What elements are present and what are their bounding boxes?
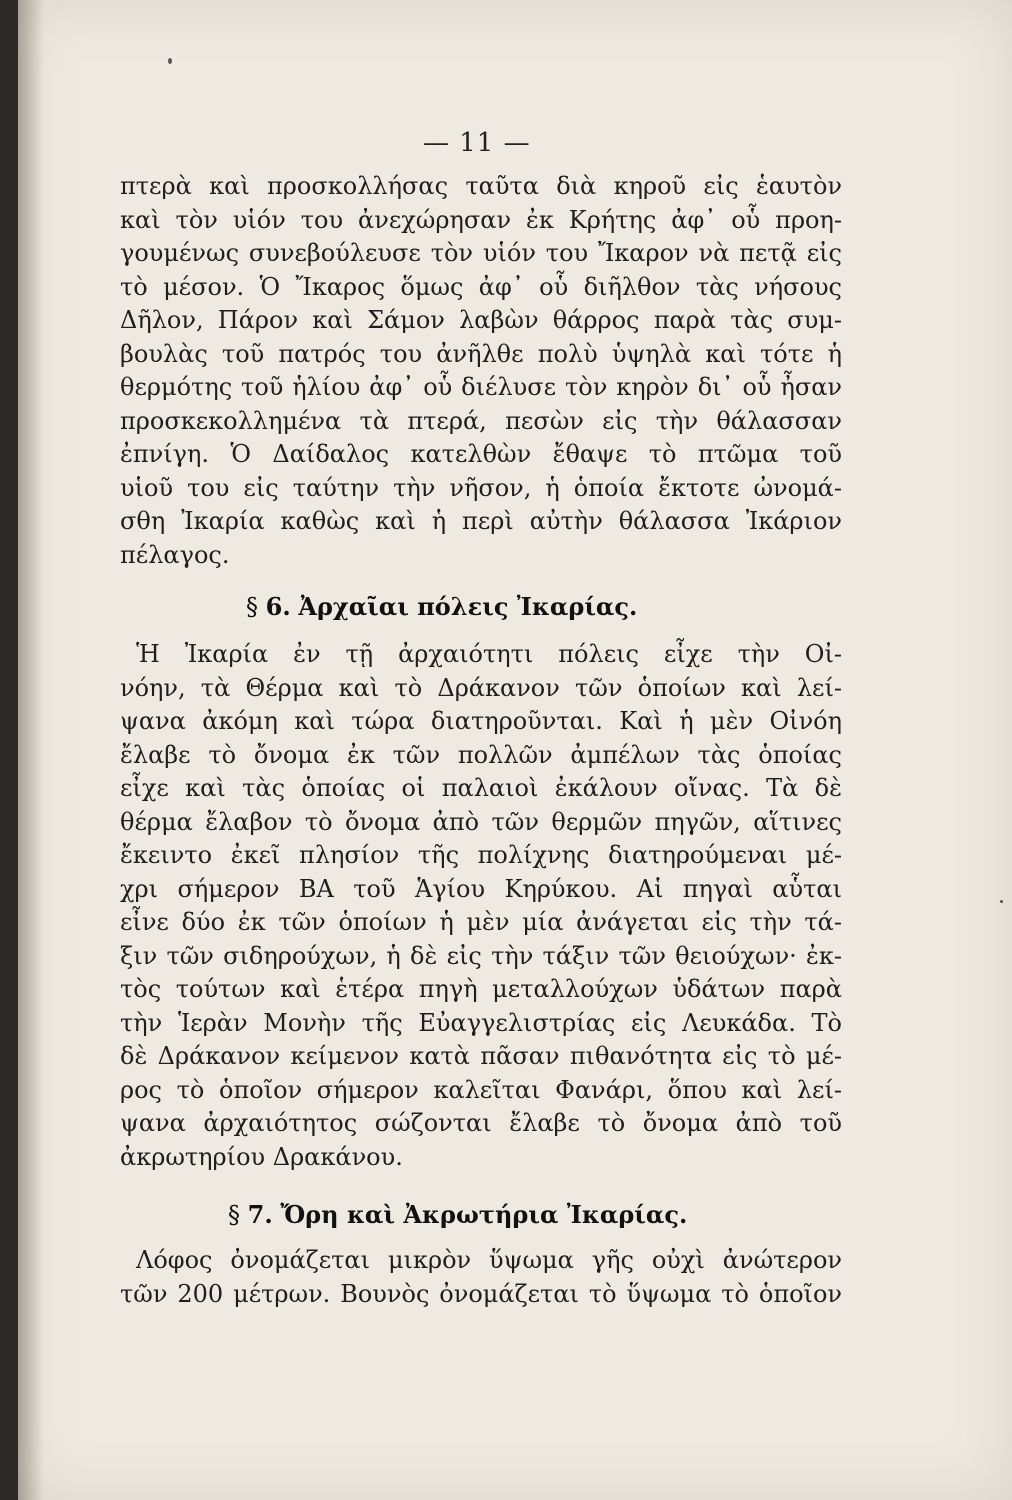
paper-speck	[1000, 900, 1003, 903]
paper-speck	[168, 58, 172, 64]
text-line: ρος τὸ ὁποῖον σήμερον καλεῖται Φανάρι, ὅπου καὶ λεί-	[120, 1075, 842, 1104]
text-line: υἱοῦ του εἰς ταύτην τὴν νῆσον, ἡ ὁποία ἔκτοτε ὠνομά-	[120, 473, 842, 502]
text-line: ἀκρωτηρίου Δρακάνου.	[120, 1142, 403, 1171]
section-title: Ὄρη καὶ Ἀκρωτήρια Ἰκαρίας.	[280, 1200, 688, 1229]
text-line: εἶνε δύο ἐκ τῶν ὁποίων ἡ μὲν μία ἀνάγεται εἰς τὴν τά-	[120, 908, 842, 936]
text-line: γουμένως συνεβούλευσε τὸν υἱόν του Ἴκαρον νὰ πετᾷ εἰς	[120, 239, 842, 267]
text-line: ξιν τῶν σιδηρούχων, ἡ δὲ εἰς τὴν τάξιν τῶν θειούχων· ἐκ-	[120, 941, 842, 970]
section-title: Ἀρχαῖαι πόλεις Ἰκαρίας.	[298, 592, 638, 621]
text-line: ψανα ἀκόμη καὶ τώρα διατηροῦνται. Καὶ ἡ μὲν Οἰνόη	[120, 707, 842, 735]
section-number: 7.	[247, 1200, 273, 1229]
text-line: καὶ τὸν υἱόν του ἀνεχώρησαν ἐκ Κρήτης ἀφ᾽ οὗ προη-	[120, 205, 842, 234]
text-line: ἔλαβε τὸ ὄνομα ἐκ τῶν πολλῶν ἀμπέλων τὰς ὁποίας	[120, 740, 842, 769]
text-line: εἶχε καὶ τὰς ὁποίας οἱ παλαιοὶ ἐκάλουν οἴνας. Τὰ δὲ	[120, 774, 842, 802]
text-line: πτερὰ καὶ προσκολλήσας ταῦτα διὰ κηροῦ εἰς ἑαυτὸν	[120, 172, 842, 200]
text-line: νόην, τὰ Θέρμα καὶ τὸ Δράκανον τῶν ὁποίων καὶ λεί-	[120, 673, 842, 702]
section-number: 6.	[265, 592, 291, 621]
page-number: — 11 —	[423, 128, 531, 158]
section-heading-7	[228, 1200, 687, 1229]
text-line: τῶν 200 μέτρων. Βουνὸς ὀνομάζεται τὸ ὕψωμα τὸ ὁποῖον	[120, 1279, 842, 1308]
section-sign: §	[228, 1201, 240, 1229]
section-heading-6	[246, 592, 637, 621]
page-edge-shadow	[18, 0, 44, 1500]
text-line: Λόφος ὀνομάζεται μικρὸν ὕψωμα γῆς οὐχὶ ἀνώτερον	[136, 1246, 842, 1274]
text-line: Δῆλον, Πάρον καὶ Σάμον λαβὼν θάρρος παρὰ τὰς συμ-	[120, 306, 842, 334]
text-line: ψανα ἀρχαιότητος σώζονται ἔλαβε τὸ ὄνομα ἀπὸ τοῦ	[120, 1109, 842, 1137]
text-line: πέλαγος.	[120, 540, 230, 569]
text-line: Ἡ Ἰκαρία ἐν τῇ ἀρχαιότητι πόλεις εἶχε τὴν Οἰ-	[136, 640, 842, 668]
text-line: δὲ Δράκανον κείμενον κατὰ πᾶσαν πιθανότητα εἰς τὸ μέ-	[120, 1042, 842, 1070]
text-line: θέρμα ἔλαβον τὸ ὄνομα ἀπὸ τῶν θερμῶν πηγῶν, αἵτινες	[120, 807, 842, 836]
text-line: βουλὰς τοῦ πατρός του ἀνῆλθε πολὺ ὑψηλὰ καὶ τότε ἡ	[120, 339, 842, 368]
book-page	[18, 0, 1012, 1500]
text-line: τὸς τούτων καὶ ἑτέρα πηγὴ μεταλλούχων ὑδάτων παρὰ	[120, 975, 842, 1003]
paragraph-3	[120, 1244, 842, 1311]
text-line: τὴν Ἱερὰν Μονὴν τῆς Εὐαγγελιστρίας εἰς Λευκάδα. Τὸ	[120, 1008, 842, 1037]
text-line: σθη Ἰκαρία καθὼς καὶ ἡ περὶ αὐτὴν θάλασσα Ἰκάριον	[120, 507, 842, 535]
text-line: τὸ μέσον. Ὁ Ἴκαρος ὅμως ἀφ᾽ οὗ διῆλθον τὰς νήσους	[120, 272, 842, 301]
paragraph-1	[120, 170, 842, 572]
text-line: προσκεκολλημένα τὰ πτερά, πεσὼν εἰς τὴν θάλασσαν	[120, 406, 842, 435]
section-sign: §	[246, 593, 258, 621]
text-line: θερμότης τοῦ ἡλίου ἀφ᾽ οὗ διέλυσε τὸν κηρὸν δι᾽ οὗ ἦσαν	[120, 373, 842, 401]
text-line: ἐπνίγη. Ὁ Δαίδαλος κατελθὼν ἔθαψε τὸ πτῶμα τοῦ	[120, 440, 842, 468]
paragraph-2	[120, 638, 842, 1174]
text-line: χρι σήμερον ΒΑ τοῦ Ἁγίου Κηρύκου. Αἱ πηγαὶ αὗται	[120, 874, 842, 903]
text-line: ἔκειντο ἐκεῖ πλησίον τῆς πολίχνης διατηρούμεναι μέ-	[120, 841, 842, 869]
